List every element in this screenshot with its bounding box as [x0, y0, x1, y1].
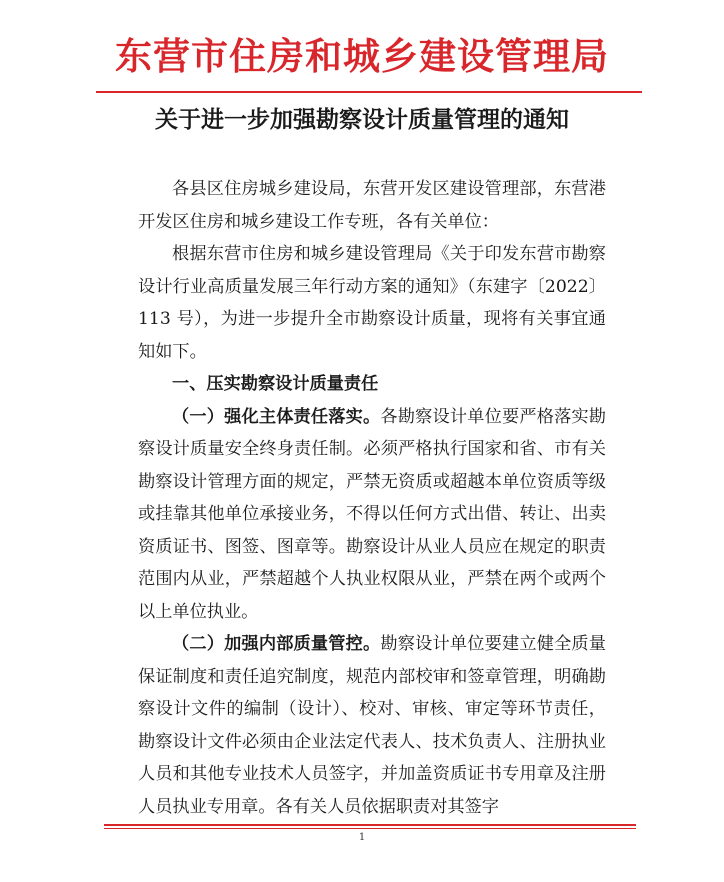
- header-red-rule: [96, 91, 642, 93]
- item-paragraph-2: [138, 628, 606, 823]
- item-lead-1: （一）强化主体责任落实。: [172, 406, 381, 427]
- section-heading: 一、压实勘察设计质量责任: [172, 374, 379, 394]
- item-lead-2: （二）加强内部质量管控。: [172, 634, 381, 654]
- item-text-2: 勘察设计单位要建立健全质量保证制度和责任追究制度，规范内部校审和签章管理，明确勘察设计文件的编制（设计）、校对、审核、审定等环节责任，勘察设计文件必须由企业法定代表人、技术负责人、注册执业人员和其他专业技术人员签字，并加盖资质证书专用章及注册人员执业专用章。各有关人员依据职责对其签字: [138, 634, 606, 817]
- item-paragraph-1: [138, 401, 606, 629]
- page-number: 1: [358, 832, 366, 843]
- item-text-1: 各勘察设计单位要严格落实勘察设计质量安全终身责任制。必须严格执行国家和省、市有关勘察设计管理方面的规定，严禁无资质或超越本单位资质等级或挂靠其他单位承接业务，不得以任何方式出借、转让、出卖资质证书、图签、图章等。勘察设计从业人员应在规定的职责范围内从业，严禁超越个人执业权限从业，严禁在两个或两个以上单位执业。: [138, 406, 606, 622]
- recipients-paragraph: 各县区住房城乡建设局，东营开发区建设管理部，东营港开发区住房和城乡建设工作专班，各有关单位：: [138, 179, 606, 232]
- footer-red-rule-thick: [104, 824, 636, 826]
- intro-paragraph: 根据东营市住房和城乡建设管理局《关于印发东营市勘察设计行业高质量发展三年行动方案的通知》（东建字〔2022〕113 号），为进一步提升全市勘察设计质量，现将有关事宜通知如下。: [138, 244, 606, 362]
- issuing-agency-header: 东营市住房和城乡建设管理局: [115, 34, 609, 78]
- footer-red-rule-thin: [104, 828, 636, 829]
- document-body: [138, 173, 606, 823]
- document-title: 关于进一步加强勘察设计质量管理的通知: [155, 106, 569, 133]
